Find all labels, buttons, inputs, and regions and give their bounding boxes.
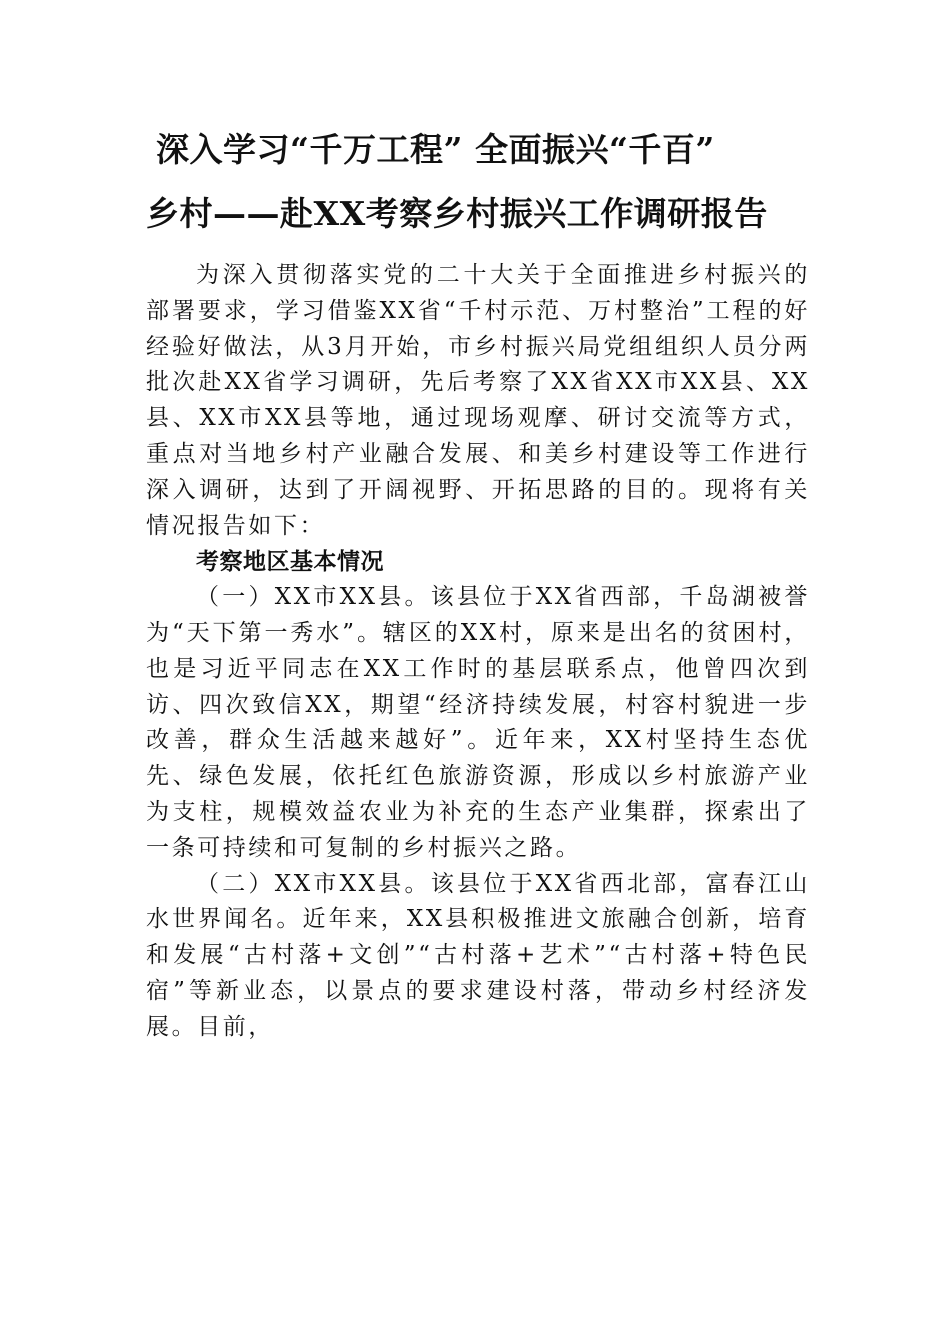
report-body: [146, 258, 810, 1046]
section-heading: 考察地区基本情况: [196, 548, 384, 576]
item-2-paragraph: [146, 867, 810, 1046]
item-2-label: （二）XX市XX县。: [196, 870, 431, 897]
item-2-text: 该县位于XX省西北部，富春江山水世界闻名。近年来，XX县积极推进文旅融合创新，培育和发展“古村落+文创”“古村落+艺术”“古村落+特色民宿”等新业态，以景点的要求建设村落，带动乡村经济发展。目前，: [146, 870, 810, 1040]
title-line-2: 乡村——赴XX考察乡村振兴工作调研报告: [146, 194, 768, 233]
item-1-label: （一）XX市XX县。: [196, 584, 431, 611]
title-line-1: 深入学习“千万工程” 全面振兴“千百”: [156, 130, 715, 169]
item-1-paragraph: [146, 580, 810, 866]
report-title: [146, 118, 810, 246]
item-1-text: 该县位于XX省西部，千岛湖被誉为“天下第一秀水”。辖区的XX村，原来是出名的贫困村，也是习近平同志在XX工作时的基层联系点，他曾四次到访、四次致信XX，期望“经济持续发展，村容村貌进一步改善，群众生活越来越好”。近年来，XX村坚持生态优先、绿色发展，依托红色旅游资源，形成以乡村旅游产业为支柱，规模效益农业为补充的生态产业集群，探索出了一条可持续和可复制的乡村振兴之路。: [146, 584, 810, 861]
intro-paragraph: 为深入贯彻落实党的二十大关于全面推进乡村振兴的部署要求，学习借鉴XX省“千村示范、万村整治”工程的好经验好做法，从3月开始，市乡村振兴局党组组织人员分两批次赴XX省学习调研，先后考察了XX省XX市XX县、XX县、XX市XX县等地，通过现场观摩、研讨交流等方式，重点对当地乡村产业融合发展、和美乡村建设等工作进行深入调研，达到了开阔视野、开拓思路的目的。现将有关情况报告如下：: [146, 262, 810, 539]
